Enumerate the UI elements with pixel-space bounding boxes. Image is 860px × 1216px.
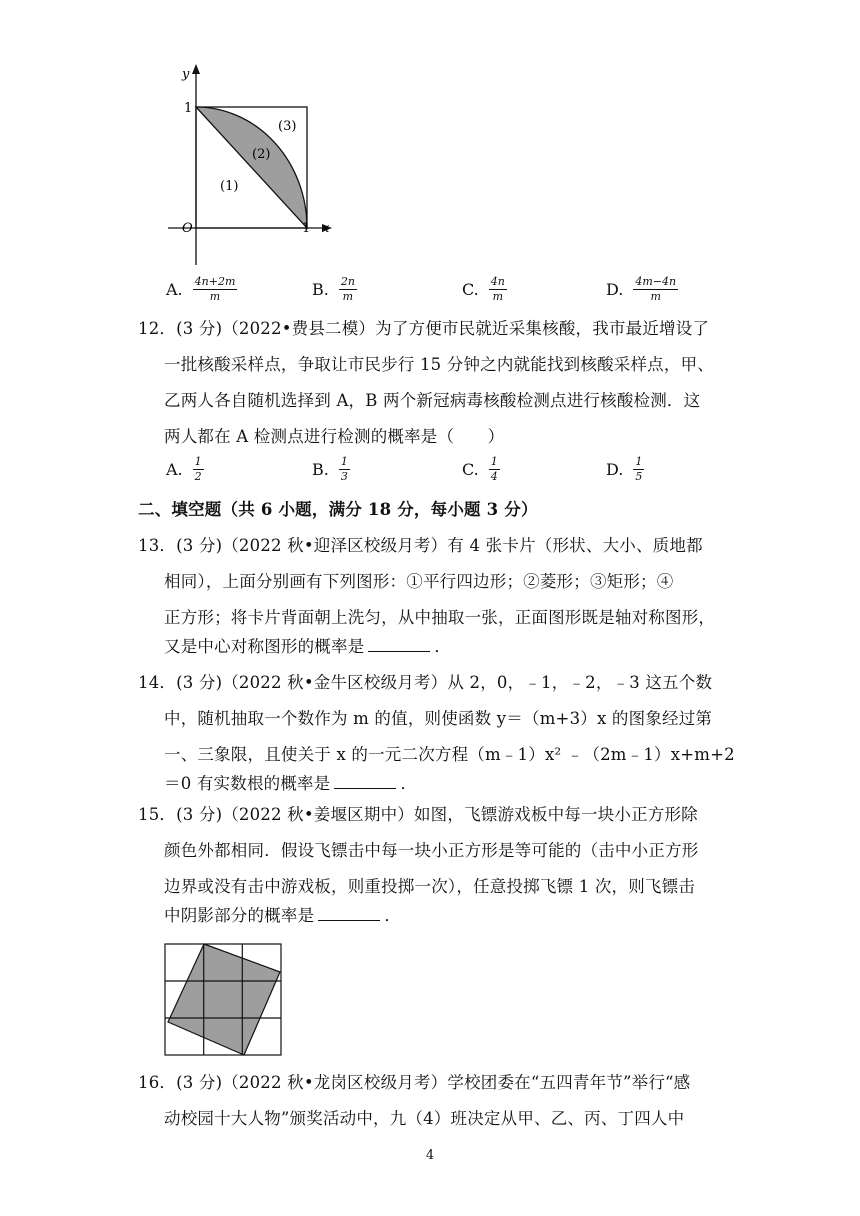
q14-answer-blank[interactable] — [334, 774, 396, 789]
x-axis-label: x — [322, 221, 330, 236]
q11-option-b[interactable]: B. $\frac{2n}{m}$ — [312, 275, 355, 303]
q11-coordinate-figure — [160, 60, 340, 270]
q12-line-1: 12．(3 分)（2022•费县二模）为了方便市民就近采集核酸，我市最近增设了 — [138, 319, 710, 338]
q12-line-3: 乙两人各自随机选择到 A，B 两个新冠病毒核酸检测点进行核酸检测．这 — [164, 391, 701, 410]
q12-line-2: 一批核酸采样点，争取让市民步行 15 分钟之内就能找到核酸采样点，甲、 — [164, 355, 714, 374]
origin-label: O — [182, 221, 193, 236]
y-axis-label: y — [182, 67, 190, 82]
q13-line-1: 13．(3 分)（2022 秋•迎泽区校级月考）有 4 张卡片（形状、大小、质地都 — [138, 536, 703, 555]
q13-line-2: 相同），上面分别画有下列图形：①平行四边形；②菱形；③矩形；④ — [164, 572, 674, 591]
x-tick-label: 1 — [302, 221, 311, 236]
q12-option-a[interactable]: A. $\frac{1}{2}$ — [166, 455, 202, 483]
dartboard-figure — [164, 943, 284, 1058]
q16-line-2: 动校园十大人物”颁奖活动中，九（4）班决定从甲、乙、丙、丁四人中 — [164, 1109, 685, 1128]
q11-options — [0, 276, 860, 312]
q15-answer-blank[interactable] — [318, 906, 380, 921]
shaded-square — [168, 944, 280, 1055]
q11-option-a[interactable]: A. $\frac{4n+2m}{m}$ — [166, 275, 236, 303]
section-2-heading: 二、填空题（共 6 小题，满分 18 分，每小题 3 分） — [138, 500, 538, 519]
q14-line-3: 一、三象限，且使关于 x 的一元二次方程（m﹣1）x² ﹣（2m﹣1）x+m+2 — [164, 745, 735, 764]
q16-line-1: 16．(3 分)（2022 秋•龙岗区校级月考）学校团委在“五四青年节”举行“感 — [138, 1073, 691, 1092]
q15-line-4: 中阴影部分的概率是 ． — [164, 906, 402, 925]
q12-options — [0, 456, 860, 492]
q15-line-2: 颜色外都相同．假设飞镖击中每一块小正方形是等可能的（击中小正方形 — [164, 841, 699, 860]
page-number: 4 — [425, 1148, 435, 1163]
q14-line-2: 中，随机抽取一个数作为 m 的值，则使函数 y＝（m+3）x 的图象经过第 — [164, 709, 713, 728]
q15-line-1: 15．(3 分)（2022 秋•姜堰区期中）如图，飞镖游戏板中每一块小正方形除 — [138, 805, 698, 824]
y-tick-label: 1 — [184, 101, 193, 116]
q12-option-b[interactable]: B. $\frac{1}{3}$ — [312, 455, 348, 483]
q13-line-3: 正方形；将卡片背面朝上洗匀，从中抽取一张，正面图形既是轴对称图形， — [164, 608, 716, 627]
q13-answer-blank[interactable] — [368, 637, 430, 652]
q12-option-c[interactable]: C. $\frac{1}{4}$ — [462, 455, 498, 483]
y-axis-arrow — [192, 64, 200, 74]
region-3-label: (3) — [278, 119, 297, 134]
q11-option-c[interactable]: C. $\frac{4n}{m}$ — [462, 275, 505, 303]
q11-option-d[interactable]: D. $\frac{4m-4n}{m}$ — [606, 275, 677, 303]
q12-option-d[interactable]: D. $\frac{1}{5}$ — [606, 455, 643, 483]
q14-line-4: ＝0 有实数根的概率是 ． — [164, 774, 418, 793]
region-2-label: (2) — [252, 147, 271, 162]
q15-line-3: 边界或没有击中游戏板，则重投掷一次），任意投掷飞镖 1 次，则飞镖击 — [164, 877, 696, 896]
q13-line-4: 又是中心对称图形的概率是 ． — [164, 637, 452, 656]
q12-line-4: 两人都在 A 检测点进行检测的概率是（ ） — [164, 427, 505, 446]
q14-line-1: 14．(3 分)（2022 秋•金牛区校级月考）从 2，0，﹣1，﹣2，﹣3 这五个数 — [138, 673, 713, 692]
region-1-label: (1) — [220, 179, 239, 194]
